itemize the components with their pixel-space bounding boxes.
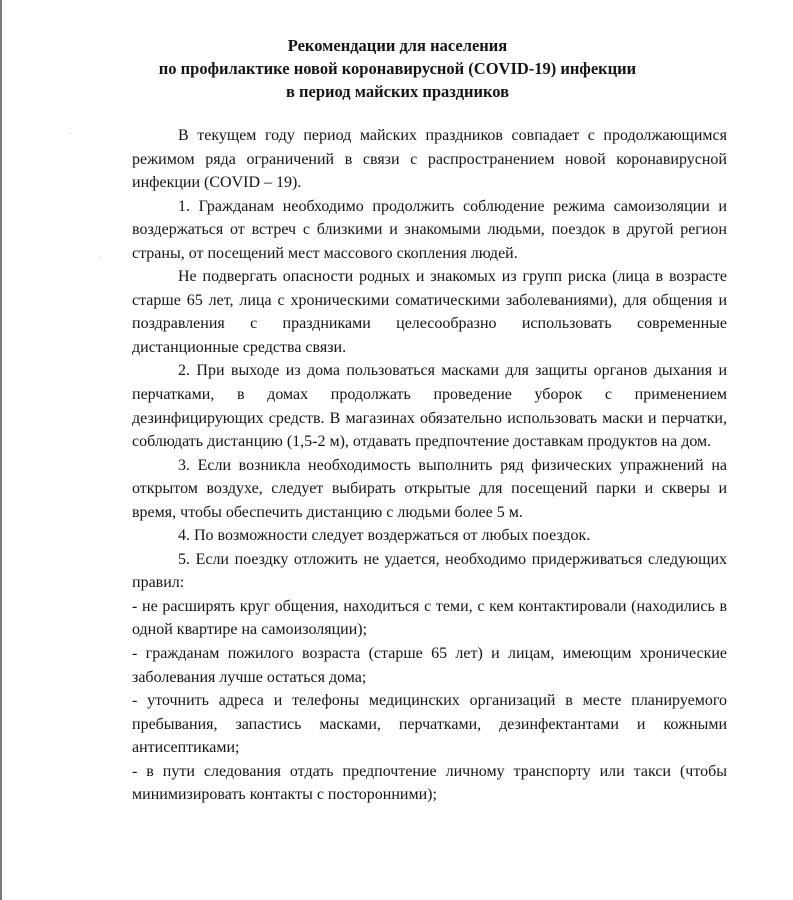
title-line-3: в период майских праздников bbox=[285, 82, 510, 101]
scan-speck: · bbox=[68, 128, 72, 140]
document-body bbox=[132, 124, 727, 807]
item-2-paragraph: 2. При выходе из дома пользоваться масками для защиты органов дыхания и перчатками, в домах продолжать проведение уборок с применением дезинфицирующих средств. В магазинах обязательно использовать маски и перчатки, соблюдать дистанцию (1,5-2 м), отдавать предпочтение доставкам продуктов на дом. bbox=[132, 362, 727, 451]
title-line-2: по профилактике новой коронавирусной (COVID-19) инфекции bbox=[158, 59, 637, 78]
intro-paragraph: В текущем году период майских праздников совпадает с продолжающимся режимом ряда ограничений в связи с распространением новой коронавирусной инфекции (COVID – 19). bbox=[132, 127, 727, 192]
title-line-1: Рекомендации для населения bbox=[287, 36, 508, 55]
risk-groups-paragraph: Не подвергать опасности родных и знакомых из групп риска (лица в возрасте старше 65 лет, лица с хроническими соматическими заболеваниями), для общения и поздравления с праздниками целесообразно использовать современные дистанционные средства связи. bbox=[132, 268, 727, 356]
item-1-paragraph: 1. Гражданам необходимо продолжить соблюдение режима самоизоляции и воздержаться от встреч с близкими и знакомыми людьми, поездок в другой регион страны, от посещений мест массового скопления людей. bbox=[132, 197, 727, 262]
rule-bullet-4: - в пути следования отдать предпочтение личному транспорту или такси (чтобы минимизировать контакты с посторонними); bbox=[132, 762, 727, 804]
document-title bbox=[2, 34, 793, 103]
rule-bullet-1: - не расширять круг общения, находиться с теми, с кем контактировали (находились в одной квартире на самоизоляции); bbox=[132, 597, 727, 639]
item-3-paragraph: 3. Если возникла необходимость выполнить ряд физических упражнений на открытом воздухе, следует выбирать открытые для посещений парки и скверы и время, чтобы обеспечить дистанцию с людьми более 5 м. bbox=[132, 456, 727, 521]
item-5-paragraph: 5. Если поездку отложить не удается, необходимо придерживаться следующих правил: bbox=[132, 550, 727, 592]
item-4-paragraph: 4. По возможности следует воздержаться от любых поездок. bbox=[178, 527, 591, 545]
scan-speck: · bbox=[98, 252, 102, 264]
rule-bullet-3: - уточнить адреса и телефоны медицинских организаций в месте планируемого пребывания, запастись масками, перчатками, дезинфектантами и кожными антисептиками; bbox=[132, 692, 727, 757]
rule-bullet-2: - гражданам пожилого возраста (старше 65 лет) и лицам, имеющим хронические заболевания лучше остаться дома; bbox=[132, 645, 727, 686]
